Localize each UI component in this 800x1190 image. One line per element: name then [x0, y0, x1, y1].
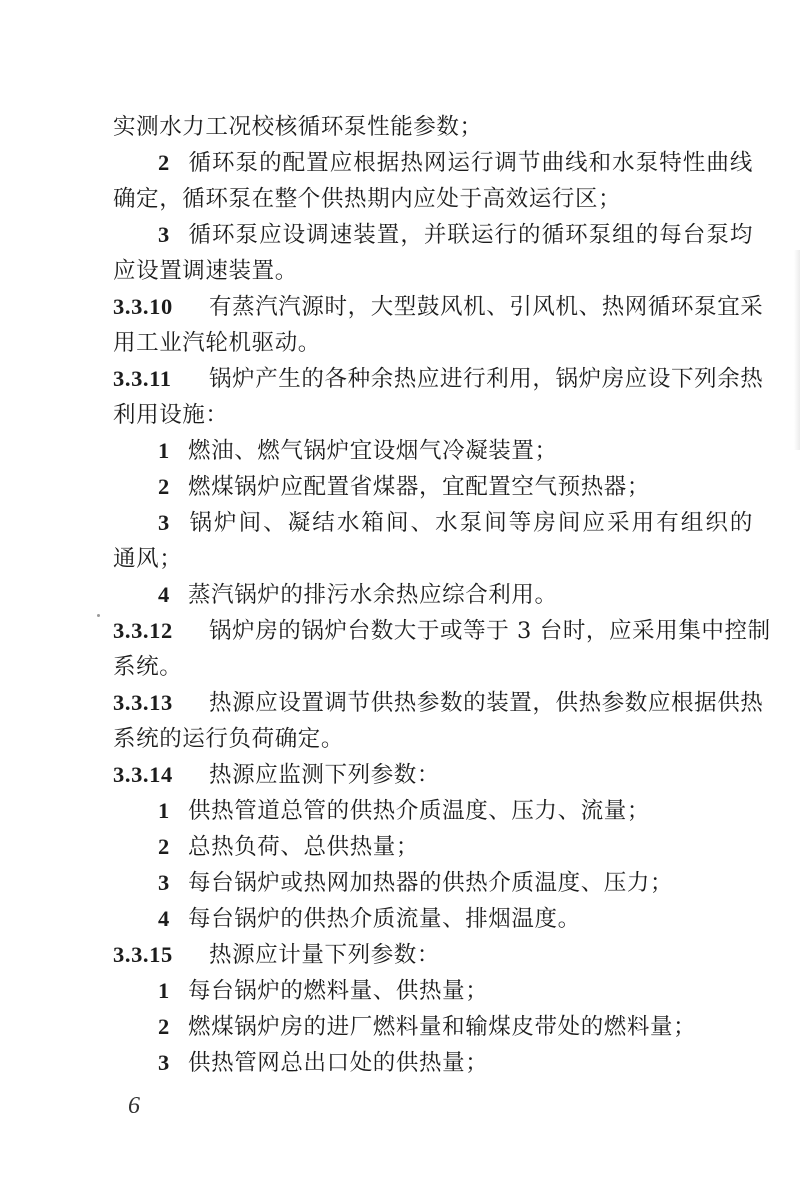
item-number: 3 — [158, 870, 170, 895]
line-text: 实测水力工况校核循环泵性能参数； — [113, 114, 483, 140]
list-item — [158, 797, 753, 825]
item-text: 供热管道总管的供热介质温度、压力、流量； — [188, 798, 651, 824]
text-line — [113, 185, 753, 213]
item-text: 每台锅炉的供热介质流量、排烟温度。 — [188, 906, 581, 932]
item-number: 2 — [158, 1014, 170, 1039]
list-item — [158, 149, 753, 177]
page-number: 6 — [128, 1093, 140, 1119]
clause-text: 锅炉产生的各种余热应进行利用，锅炉房应设下列余热 — [209, 366, 764, 392]
list-item — [158, 869, 753, 897]
clause-3-3-10 — [113, 293, 764, 321]
item-number: 1 — [158, 798, 170, 823]
item-number: 3 — [158, 1050, 170, 1075]
clause-number: 3.3.15 — [113, 942, 173, 967]
text-line — [113, 725, 753, 753]
text-line — [113, 257, 753, 285]
item-text: 燃煤锅炉应配置省煤器，宜配置空气预热器； — [188, 474, 651, 500]
line-text: 应设置调速装置。 — [113, 258, 298, 284]
clause-text: 热源应计量下列参数： — [209, 942, 441, 968]
clause-text: 热源应监测下列参数： — [209, 762, 441, 788]
item-number: 2 — [158, 834, 170, 859]
clause-3-3-15 — [113, 941, 753, 969]
line-text: 通风； — [113, 546, 183, 572]
clause-number: 3.3.11 — [113, 366, 172, 391]
list-item — [158, 833, 753, 861]
item-text: 循环泵应设调速装置，并联运行的循环泵组的每台泵均 — [188, 222, 753, 248]
clause-text: 有蒸汽汽源时，大型鼓风机、引风机、热网循环泵宜采 — [209, 294, 764, 320]
page-edge-shadow — [794, 250, 800, 450]
text-line — [113, 653, 753, 681]
list-item — [158, 221, 753, 249]
item-text: 循环泵的配置应根据热网运行调节曲线和水泵特性曲线 — [188, 150, 753, 176]
clause-number: 3.3.12 — [113, 618, 173, 643]
clause-text: 锅炉房的锅炉台数大于或等于 3 台时，应采用集中控制 — [209, 618, 771, 644]
item-number: 3 — [158, 510, 170, 535]
line-text: 用工业汽轮机驱动。 — [113, 330, 321, 356]
item-number: 1 — [158, 438, 170, 463]
scan-artifact — [97, 614, 100, 617]
line-text: 系统。 — [113, 654, 183, 680]
item-number: 4 — [158, 582, 170, 607]
clause-number: 3.3.14 — [113, 762, 173, 787]
clause-3-3-14 — [113, 761, 753, 789]
item-number: 1 — [158, 978, 170, 1003]
text-line — [113, 545, 753, 573]
list-item — [158, 977, 753, 1005]
text-line — [113, 329, 753, 357]
list-item — [158, 509, 753, 537]
item-text: 总热负荷、总供热量； — [188, 834, 420, 860]
item-text: 锅炉间、凝结水箱间、水泵间等房间应采用有组织的 — [188, 510, 753, 536]
list-item — [158, 473, 753, 501]
clause-number: 3.3.13 — [113, 690, 173, 715]
text-line — [113, 401, 753, 429]
list-item — [158, 581, 753, 609]
item-number: 3 — [158, 222, 170, 247]
list-item — [158, 1049, 753, 1077]
item-number: 2 — [158, 150, 170, 175]
list-item — [158, 905, 753, 933]
clause-3-3-13 — [113, 689, 764, 717]
item-number: 4 — [158, 906, 170, 931]
list-item — [158, 1013, 753, 1041]
item-text: 燃油、燃气锅炉宜设烟气冷凝装置； — [188, 438, 558, 464]
line-text: 利用设施： — [113, 402, 229, 428]
clause-text: 热源应设置调节供热参数的装置，供热参数应根据供热 — [209, 690, 764, 716]
item-text: 每台锅炉的燃料量、供热量； — [188, 978, 489, 1004]
clause-3-3-11 — [113, 365, 764, 393]
item-text: 每台锅炉或热网加热器的供热介质温度、压力； — [188, 870, 674, 896]
line-text: 确定，循环泵在整个供热期内应处于高效运行区； — [113, 186, 622, 212]
item-number: 2 — [158, 474, 170, 499]
item-text: 供热管网总出口处的供热量； — [188, 1050, 489, 1076]
line-text: 系统的运行负荷确定。 — [113, 726, 345, 752]
text-line — [113, 113, 753, 141]
clause-3-3-12 — [113, 617, 771, 645]
list-item — [158, 437, 753, 465]
item-text: 蒸汽锅炉的排污水余热应综合利用。 — [188, 582, 558, 608]
item-text: 燃煤锅炉房的进厂燃料量和输煤皮带处的燃料量； — [188, 1014, 697, 1040]
clause-number: 3.3.10 — [113, 294, 173, 319]
